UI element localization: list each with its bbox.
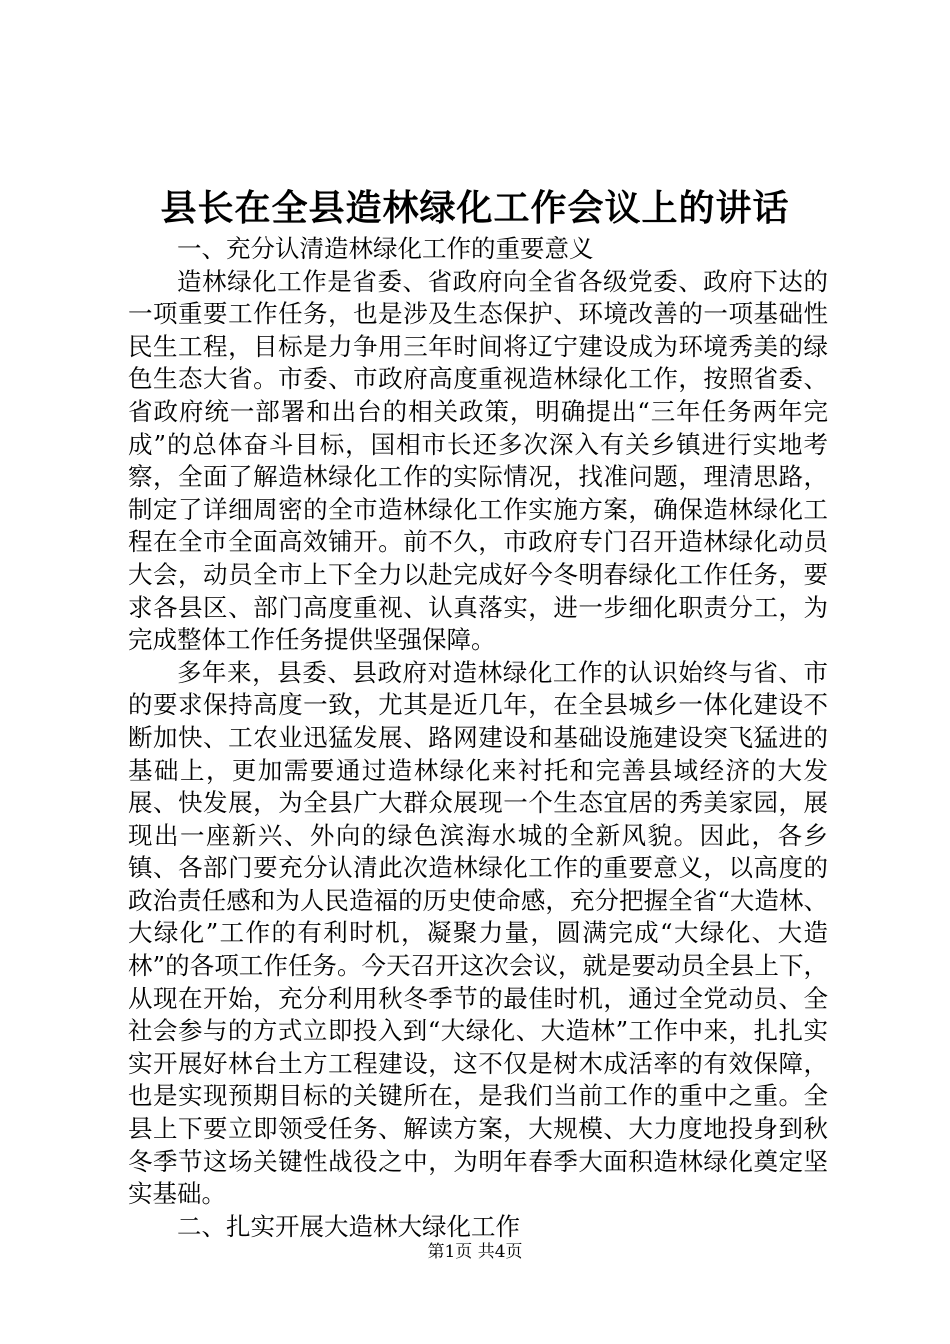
section-heading-1: 一、充分认清造林绿化工作的重要意义 (177, 234, 594, 263)
paragraph-1: 造林绿化工作是省委、省政府向全省各级党委、政府下达的一项重要工作任务，也是涉及生态保护、环境改善的一项基础性民生工程，目标是力争用三年时间将辽宁建设成为环境秀美的绿色生态大省。市委、市政府高度重视造林绿化工作，按照省委、省政府统一部署和出台的相关政策，明确提出“三年任务两年完成”的总体奋斗目标，国相市长还多次深入有关乡镇进行实地考察，全面了解造林绿化工作的实际情况，找准问题，理清思路，制定了详细周密的全市造林绿化工作实施方案，确保造林绿化工程在全市全面高效铺开。前不久，市政府专门召开造林绿化动员大会，动员全市上下全力以赴完成好今冬明春绿化工作任务，要求各县区、部门高度重视、认真落实，进一步细化职责分工，为完成整体工作任务提供坚强保障。 (128, 266, 828, 655)
paragraph-2: 多年来，县委、县政府对造林绿化工作的认识始终与省、市的要求保持高度一致，尤其是近几年，在全县城乡一体化建设不断加快、工农业迅猛发展、路网建设和基础设施建设突飞猛进的基础上，更加需要通过造林绿化来衬托和完善县域经济的大发展、快发展，为全县广大群众展现一个生态宜居的秀美家园，展现出一座新兴、外向的绿色滨海水城的全新风貌。因此，各乡镇、各部门要充分认清此次造林绿化工作的重要意义，以高度的政治责任感和为人民造福的历史使命感，充分把握全省“大造林、大绿化”工作的有利时机，凝聚力量，圆满完成“大绿化、大造林”的各项工作任务。今天召开这次会议，就是要动员全县上下，从现在开始，充分利用秋冬季节的最佳时机，通过全党动员、全社会参与的方式立即投入到“大绿化、大造林”工作中来，扎扎实实开展好林台土方工程建设，这不仅是树木成活率的有效保障，也是实现预期目标的关键所在，是我们当前工作的重中之重。全县上下要立即领受任务、解读方案，大规模、大力度地投身到秋冬季节这场关键性战役之中，为明年春季大面积造林绿化奠定坚实基础。 (128, 657, 828, 1209)
section-heading-2: 二、扎实开展大造林大绿化工作 (177, 1211, 520, 1241)
page-number-footer: 第1页 共4页 (427, 1242, 523, 1262)
document-title: 县长在全县造林绿化工作会议上的讲话 (160, 187, 790, 229)
document-body (128, 233, 828, 1243)
